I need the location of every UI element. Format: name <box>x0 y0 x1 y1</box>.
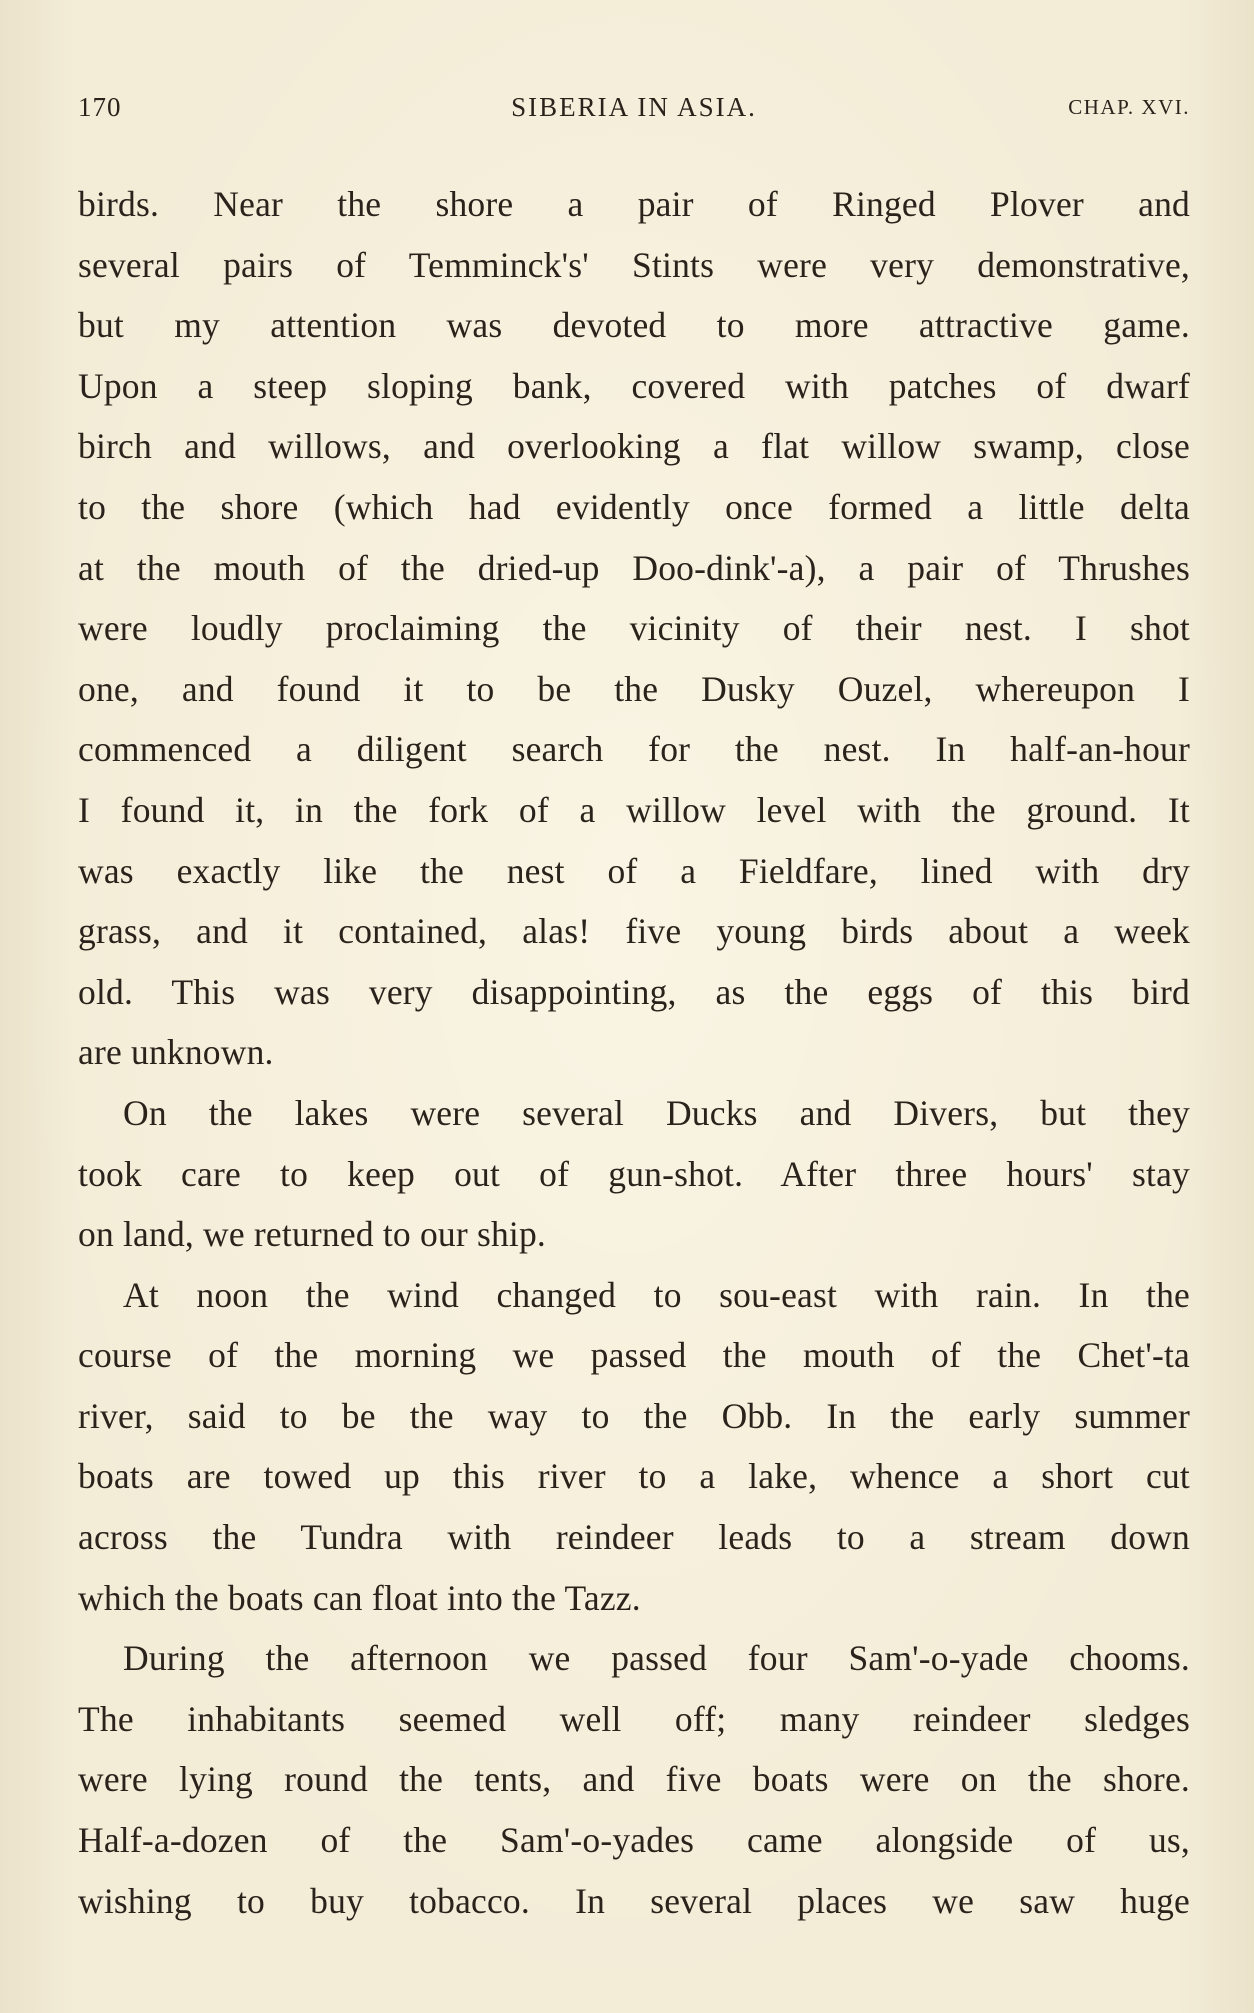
text-line: Half-a-dozen of the Sam'-o-yades came alongside of us, <box>78 1820 1190 1861</box>
text-line: boats are towed up this river to a lake, whence a short cut <box>78 1456 1190 1497</box>
text-line: to the shore (which had evidently once formed a little delta <box>78 486 1190 527</box>
text-line: wishing to buy tobacco. In several places we saw huge <box>78 1880 1190 1921</box>
text-line: several pairs of Temminck's' Stints were very demonstrative, <box>78 244 1190 285</box>
paragraph-start-line: On the lakes were several Ducks and Divers, but they <box>123 1092 1190 1133</box>
text-line: were loudly proclaiming the vicinity of their nest. I shot <box>78 608 1190 649</box>
text-line: commenced a diligent search for the nest. In half-an-hour <box>78 729 1190 770</box>
text-line: across the Tundra with reindeer leads to a stream down <box>78 1517 1190 1558</box>
text-line: birds. Near the shore a pair of Ringed Plover and <box>78 184 1190 224</box>
body-text <box>78 174 1190 1931</box>
text-line: old. This was very disappointing, as the eggs of this bird <box>78 971 1190 1012</box>
chapter-label: CHAP. XVI. <box>1068 95 1190 119</box>
text-line: took care to keep out of gun-shot. After three hours' stay <box>78 1153 1190 1194</box>
running-title: SIBERIA IN ASIA. <box>511 92 757 122</box>
text-line: one, and found it to be the Dusky Ouzel, whereupon I <box>78 668 1190 709</box>
text-line: grass, and it contained, alas! five young birds about a week <box>78 911 1190 952</box>
text-line: are unknown. <box>78 1032 274 1073</box>
text-line: at the mouth of the dried-up Doo-dink'-a), a pair of Thrushes <box>78 547 1190 588</box>
text-line: course of the morning we passed the mouth of the Chet'-ta <box>78 1335 1190 1376</box>
text-line: birch and willows, and overlooking a flat willow swamp, close <box>78 426 1190 467</box>
paragraph-start-line: During the afternoon we passed four Sam'-o-yade chooms. <box>123 1638 1190 1679</box>
text-line: river, said to be the way to the Obb. In the early summer <box>78 1395 1190 1436</box>
text-line: The inhabitants seemed well off; many reindeer sledges <box>78 1698 1190 1739</box>
text-line: but my attention was devoted to more attractive game. <box>78 305 1190 346</box>
text-line: was exactly like the nest of a Fieldfare, lined with dry <box>78 850 1190 891</box>
text-line: on land, we returned to our ship. <box>78 1214 546 1255</box>
text-line: Upon a steep sloping bank, covered with patches of dwarf <box>78 365 1190 406</box>
page-number: 170 <box>78 92 122 122</box>
text-line: which the boats can float into the Tazz. <box>78 1577 641 1618</box>
page-header <box>78 92 1190 132</box>
text-line: I found it, in the fork of a willow level with the ground. It <box>78 789 1190 830</box>
text-line: were lying round the tents, and five boats were on the shore. <box>78 1759 1190 1800</box>
paragraph-start-line: At noon the wind changed to sou-east with rain. In the <box>123 1274 1190 1315</box>
